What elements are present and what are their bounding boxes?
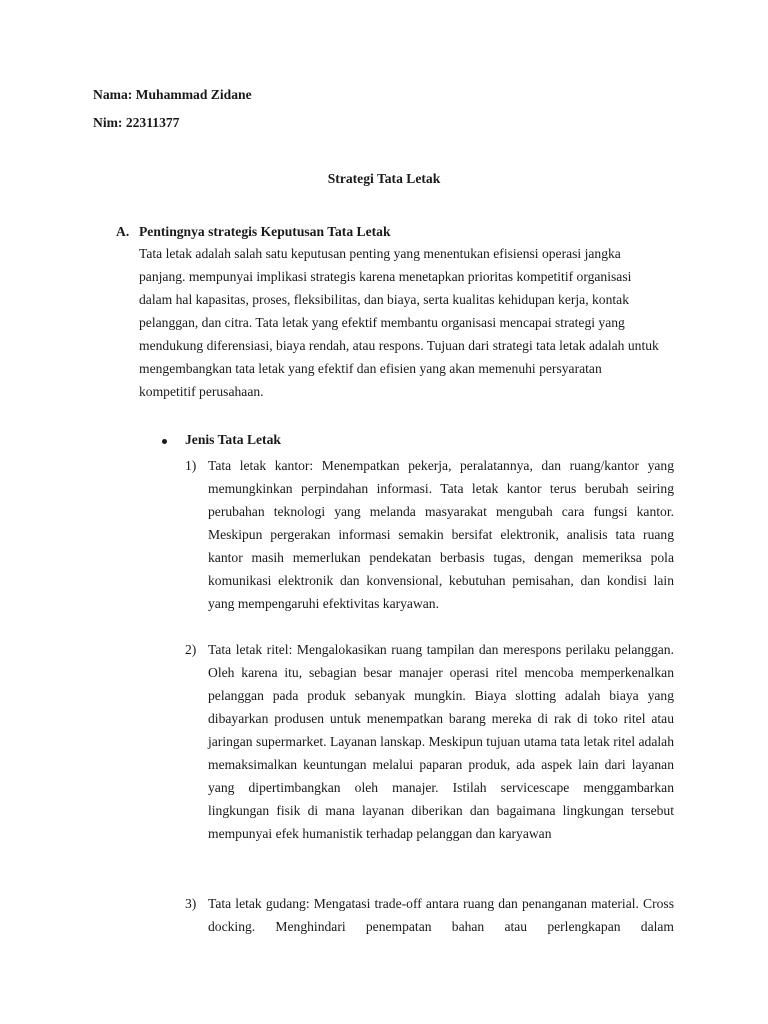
document-title: Strategi Tata Letak <box>327 171 441 186</box>
student-name: Nama: Muhammad Zidane <box>93 87 252 102</box>
list-item-text: Tata letak kantor: Menempatkan pekerja, peralatannya, dan ruang/kantor yang memungkinkan perpindahan informasi. Tata letak kantor terus berubah seiring perubahan teknologi yang melanda masyarakat mengubah cara fungsi kantor. Meskipun pergerakan informasi semakin bersifat elektronik, analisis tata ruang kantor masih memerlukan pendekatan berbasis tugas, dengan memeriksa pola komunikasi elektronik dan konvensional, kebutuhan pemisahan, dan kondisi lain yang mempengaruhi efektivitas karyawan. <box>208 458 674 611</box>
section-a-paragraph: Tata letak adalah salah satu keputusan penting yang menentukan efisiensi operasi jangka panjang. mempunyai implikasi strategis karena menetapkan prioritas kompetitif organisasi dalam hal kapasitas, proses, fleksibilitas, dan biaya, serta kualitas kehidupan kerja, kontak pelanggan, dan citra. Tata letak yang efektif membantu organisasi mencapai strategi yang mendukung diferensiasi, biaya rendah, atau respons. Tujuan dari strategi tata letak adalah untuk mengembangkan tata letak yang efektif dan efisien yang akan memenuhi persyaratan kompetitif perusahaan. <box>139 246 659 399</box>
list-item-number: 1) <box>185 458 197 473</box>
jenis-heading: Jenis Tata Letak <box>185 432 281 447</box>
list-item-number: 2) <box>185 642 197 657</box>
list-item-text: Tata letak gudang: Mengatasi trade-off antara ruang dan penanganan material. Cross docking. Menghindari penempatan bahan atau perlengkapan dalam <box>208 896 674 934</box>
section-a-heading: Pentingnya strategis Keputusan Tata Letak <box>139 224 391 239</box>
list-item-text: Tata letak ritel: Mengalokasikan ruang tampilan dan merespons perilaku pelanggan. Oleh karena itu, sebagian besar manajer operasi ritel mencoba memperkenalkan pelanggan pada produk sebanyak mungkin. Biaya slotting adalah biaya yang dibayarkan produsen untuk menempatkan barang mereka di rak di toko ritel atau jaringan supermarket. Layanan lanskap. Meskipun tujuan utama tata letak ritel adalah memaksimalkan keuntungan melalui paparan produk, ada aspek lain dari layanan yang dipertimbangkan oleh manajer. Istilah servicescape menggambarkan lingkungan fisik di mana layanan diberikan dan bagaimana lingkungan tersebut mempunyai efek humanistik terhadap pelanggan dan karyawan <box>208 642 674 841</box>
bullet-icon <box>162 439 167 444</box>
student-nim: Nim: 22311377 <box>93 115 180 130</box>
section-a-marker: A. <box>116 224 130 239</box>
list-item-number: 3) <box>185 896 197 911</box>
